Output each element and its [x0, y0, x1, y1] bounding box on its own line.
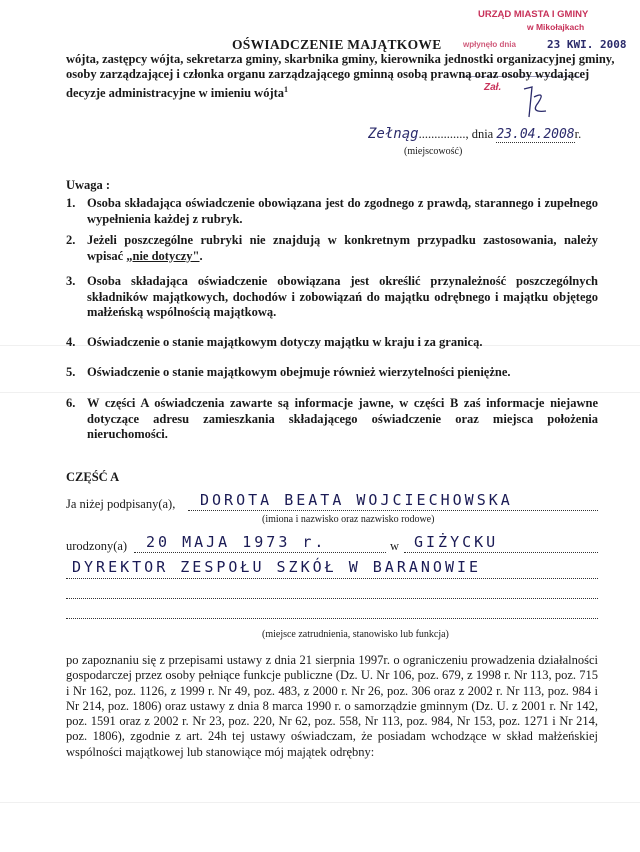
note-item: 6. W części A oświadczenia zawarte są informacje jawne, w części B zaś informacje niejawne dotyczące adresu zamieszkania składającego oświadczenie oraz miejsca położenia nieruchomości.	[66, 396, 598, 441]
born-place-value: GIŻYCKU	[414, 533, 499, 551]
name-value: DOROTA BEATA WOJCIECHOWSKA	[200, 491, 513, 509]
document-title: OŚWIADCZENIE MAJĄTKOWE	[232, 37, 442, 52]
job-caption: (miejsce zatrudnienia, stanowisko lub funkcja)	[262, 629, 449, 640]
place-caption: (miejscowość)	[404, 146, 463, 157]
note-item: 3. Osoba składająca oświadczenie obowiązana jest określić przynależność poszczególnych składników majątkowych, dochodów i zobowiązań do majątku odrębnego i majątku objętego małżeńską wspólnością majątkową.	[66, 274, 598, 319]
note-item: 1. Osoba składająca oświadczenie obowiązana jest do zgodnego z prawdą, starannego i zupełnego wypełnienia każdej z rubryk.	[66, 196, 598, 226]
born-place-line	[404, 552, 598, 553]
stamp-office: URZĄD MIASTA I GMINY	[478, 9, 589, 20]
notes-heading: Uwaga :	[66, 178, 111, 192]
place-value: Zełnąg	[368, 126, 419, 142]
note-item: 4. Oświadczenie o stanie majątkowym dotyczy majątku w kraju i za granicą.	[66, 335, 483, 349]
place-date-line: Zełnąg..............., dnia 23.04.2008r.	[368, 126, 582, 142]
declaration-text: po zapoznaniu się z przepisami ustawy z dnia 21 sierpnia 1997r. o ograniczeniu prowadzenia działalności gospodarczej przez osoby pełniące funkcje publiczne (Dz. U. Nr 106, poz. 679, z 1998 r. Nr 113, poz. 715 i Nr 162, poz. 1126, z 1999 r. Nr 49, poz. 483, z 2000 r. Nr 26, poz. 306 oraz z 2002 r. Nr 113, poz. 984 i Nr 214, poz. 1806) oraz ustawy z dnia 8 marca 1990 r. o samorządzie gminnym (Dz. U. z 2001 r. Nr 142, poz. 1591 oraz z 2002 r. Nr 23, poz. 220, Nr 62, poz. 558, Nr 113, poz. 984, Nr 153, poz. 1271 i Nr 214, poz. 1806), zgodnie z art. 24h tej ustawy oświadczam, że posiadam wchodzące w skład małżeńskiej wspólności majątkowej lub stanowiące mój majątek odrębny:	[66, 653, 598, 759]
bleed-through-line	[0, 802, 640, 803]
note-item: 5. Oświadczenie o stanie majątkowym obejmuje również wierzytelności pieniężne.	[66, 365, 511, 379]
date-value: 23.04.2008	[496, 127, 575, 142]
born-date-line	[134, 552, 386, 553]
bleed-through-line	[0, 392, 640, 393]
intro-text: wójta, zastępcy wójta, sekretarza gminy, skarbnika gminy, kierownika jednostki organizacyjnej gminy, osoby zarządzającej i członka organu zarządzającego gminną osobą prawną oraz osoby wydającej decyzje administracyjne w imieniu wójta$^1$	[66, 52, 615, 101]
job-line-1	[66, 578, 598, 579]
note-item: 2. Jeżeli poszczególne rubryki nie znajdują w konkretnym przypadku zastosowania, należy wpisać „nie dotyczy".	[66, 233, 598, 263]
job-value: DYREKTOR ZESPOŁU SZKÓŁ W BARANOWIE	[72, 558, 482, 576]
job-line-2	[66, 598, 598, 599]
name-line	[188, 510, 598, 511]
stamp-zal: Zał.	[484, 82, 502, 93]
born-label: urodzony(a)	[66, 539, 128, 553]
section-a-heading: CZĘŚĆ A	[66, 470, 120, 484]
name-caption: (imiona i nazwisko oraz nazwisko rodowe)	[262, 514, 435, 525]
w-label: w	[390, 539, 400, 553]
stamp-date: 23 KWI. 2008	[547, 38, 627, 51]
stamp-received-label: wpłynęło dnia	[463, 40, 516, 49]
born-date-value: 20 MAJA 1973 r.	[146, 533, 327, 551]
stamp-town: w Mikołajkach	[527, 22, 585, 32]
signed-label: Ja niżej podpisany(a),	[66, 497, 176, 511]
footnote-marker: 1	[284, 85, 289, 94]
job-line-3	[66, 618, 598, 619]
